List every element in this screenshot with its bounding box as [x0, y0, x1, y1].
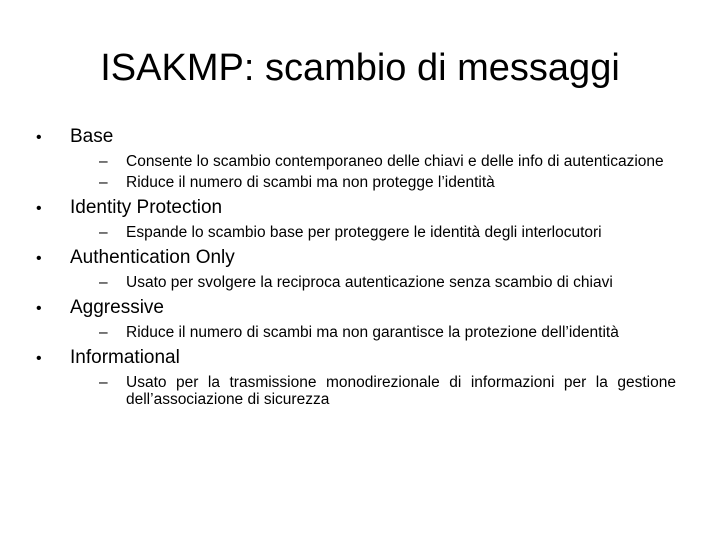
bullet-dot-icon: •: [36, 200, 42, 217]
bullet-label: Aggressive: [70, 297, 164, 318]
bullet-dot-icon: •: [36, 300, 42, 317]
sub-list: [99, 374, 676, 408]
sub-item-text: Riduce il numero di scambi ma non protegge l’identità: [126, 174, 495, 191]
sub-list: [99, 224, 676, 241]
bullet-item: [36, 245, 676, 272]
bullet-label: Authentication Only: [70, 247, 235, 268]
bullet-label: Informational: [70, 347, 180, 368]
dash-icon: –: [99, 224, 108, 241]
sub-item-text: Usato per svolgere la reciproca autenticazione senza scambio di chiavi: [126, 274, 613, 291]
sub-list: [99, 324, 676, 341]
sub-item-text: Espande lo scambio base per proteggere le identità degli interlocutori: [126, 224, 602, 241]
bullet-label: Identity Protection: [70, 197, 223, 218]
sub-item-text: Usato per la trasmissione monodirezionale di informazioni per la gestione dell’associazione di sicurezza: [126, 374, 676, 408]
sub-item-text: Consente lo scambio contemporaneo delle chiavi e delle info di autenticazione: [126, 153, 664, 170]
bullet-list: [36, 124, 676, 412]
sub-list: [99, 153, 676, 191]
bullet-dot-icon: •: [36, 350, 42, 367]
bullet-group-base: [36, 124, 676, 191]
bullet-label: Base: [70, 126, 114, 147]
bullet-group-informational: [36, 345, 676, 408]
dash-icon: –: [99, 274, 108, 291]
bullet-item: [36, 345, 676, 372]
bullet-group-authentication-only: [36, 245, 676, 291]
sub-list: [99, 274, 676, 291]
bullet-dot-icon: •: [36, 129, 42, 146]
sub-item: [99, 153, 676, 170]
bullet-item: [36, 295, 676, 322]
sub-item: [99, 274, 676, 291]
bullet-dot-icon: •: [36, 250, 42, 267]
bullet-item: [36, 124, 676, 151]
sub-item: [99, 224, 676, 241]
dash-icon: –: [99, 153, 108, 170]
sub-item: [99, 374, 676, 408]
bullet-group-aggressive: [36, 295, 676, 341]
dash-icon: –: [99, 174, 108, 191]
sub-item: [99, 324, 676, 341]
sub-item: [99, 174, 676, 191]
dash-icon: –: [99, 374, 108, 391]
slide-title: ISAKMP: scambio di messaggi: [100, 47, 620, 89]
sub-item-text: Riduce il numero di scambi ma non garantisce la protezione dell’identità: [126, 324, 619, 341]
bullet-group-identity-protection: [36, 195, 676, 241]
bullet-item: [36, 195, 676, 222]
dash-icon: –: [99, 324, 108, 341]
